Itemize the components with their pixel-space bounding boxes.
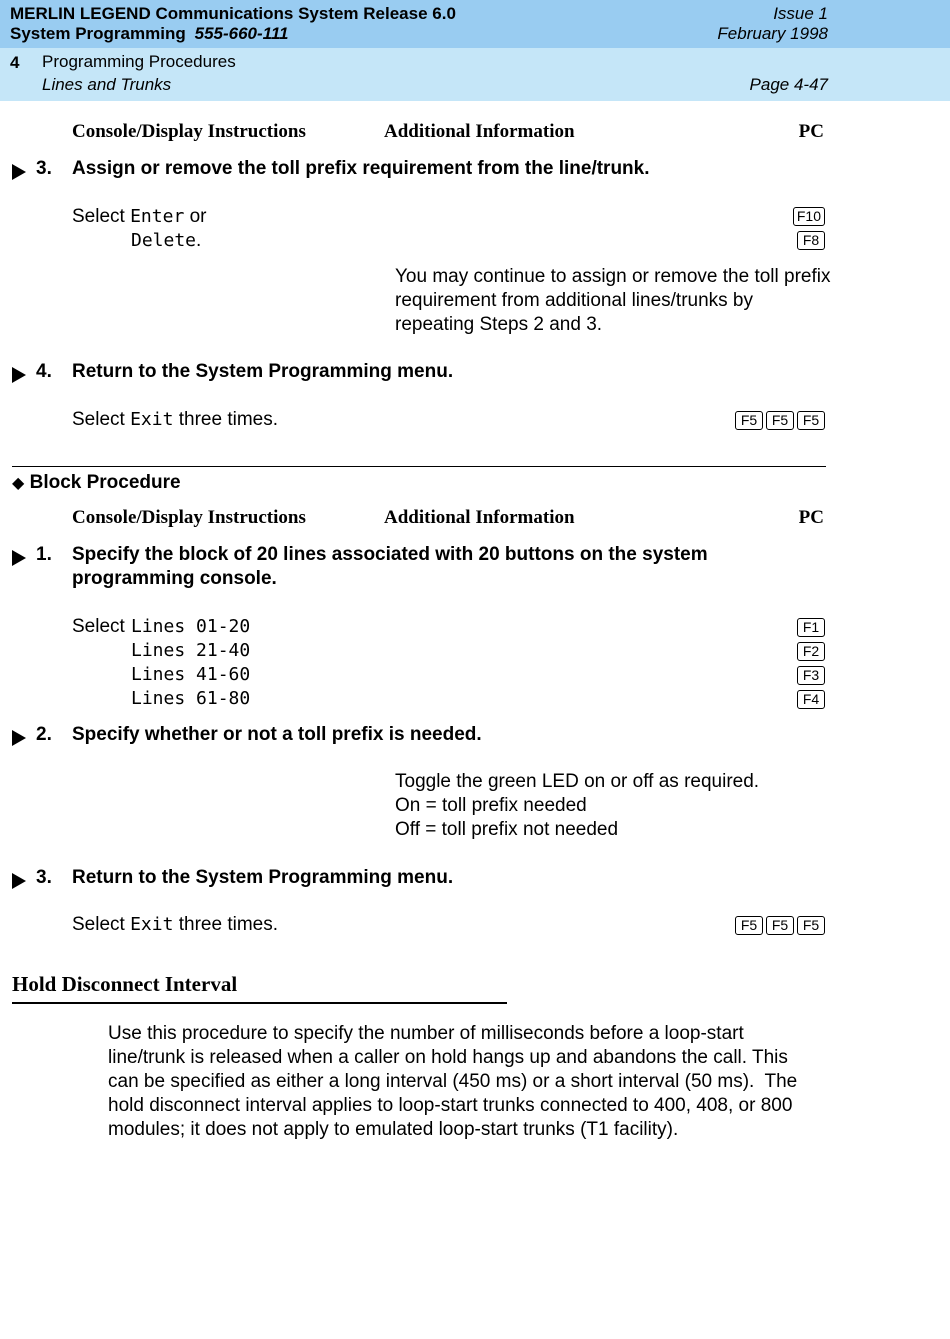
function-key: F5: [797, 411, 825, 430]
step-marker-icon: [12, 367, 26, 383]
col-info: Additional Information: [384, 121, 575, 142]
step-marker-icon: [12, 550, 26, 566]
option-lines-01-20: Lines 01-20: [131, 616, 251, 637]
col-info: Additional Information: [384, 507, 575, 528]
section-title: Lines and Trunks: [42, 75, 172, 94]
suffix-text: three times.: [178, 409, 278, 430]
key-group: [797, 618, 825, 637]
or-text: or: [189, 206, 207, 227]
select-label: Select: [72, 409, 125, 430]
step-number: 2.: [36, 724, 52, 745]
doc-date: February 1998: [717, 24, 828, 43]
select-line: [72, 408, 278, 432]
section-divider: [12, 466, 826, 467]
step-text: Return to the System Programming menu.: [72, 361, 454, 382]
info-note: Toggle the green LED on or off as required.: [395, 771, 760, 792]
key-group: [797, 690, 825, 709]
issue: Issue 1: [773, 4, 828, 23]
step-number: 3.: [36, 158, 52, 179]
select-line: [72, 913, 278, 937]
function-key: F5: [735, 411, 763, 430]
function-key: F10: [793, 207, 825, 226]
option-exit: Exit: [130, 914, 174, 935]
paragraph-line: can be specified as either a long interval (450 ms) or a short interval (50 ms). The: [108, 1071, 798, 1092]
option-lines-21-40: Lines 21-40: [131, 640, 251, 661]
step-number: 3.: [36, 867, 52, 888]
subsection-heading: [12, 471, 181, 496]
paragraph-line: hold disconnect interval applies to loop-start trunks connected to 400, 408, or 800: [108, 1095, 793, 1116]
step-text: Specify whether or not a toll prefix is needed.: [72, 724, 482, 745]
function-key: F5: [735, 916, 763, 935]
page-number: Page 4-47: [749, 75, 828, 94]
subtitle-text: System Programming: [10, 24, 186, 43]
select-line: [72, 205, 206, 229]
col-console: Console/Display Instructions: [72, 121, 306, 142]
doc-number: 555-660-111: [194, 24, 289, 43]
step-text: Assign or remove the toll prefix requirement from the line/trunk.: [72, 158, 650, 179]
col-console: Console/Display Instructions: [72, 507, 306, 528]
function-key: F8: [797, 231, 825, 250]
chapter-number: 4: [10, 53, 20, 72]
doc-title: MERLIN LEGEND Communications System Release 6.0: [10, 4, 456, 23]
doc-subtitle: [10, 24, 289, 44]
section-heading: Hold Disconnect Interval: [12, 972, 238, 996]
heading-rule: [12, 1002, 507, 1004]
select-label: Select: [72, 616, 125, 637]
step-marker-icon: [12, 730, 26, 746]
step-marker-icon: [12, 164, 26, 180]
function-key: F5: [797, 916, 825, 935]
paragraph-line: line/trunk is released when a caller on hold hangs up and abandons the call. This: [108, 1047, 788, 1068]
select-line-2: [131, 229, 201, 253]
key-group: [797, 231, 825, 250]
option-exit: Exit: [130, 409, 174, 430]
col-pc: PC: [798, 121, 824, 142]
paragraph-line: Use this procedure to specify the number of milliseconds before a loop-start: [108, 1023, 744, 1044]
step-text: Return to the System Programming menu.: [72, 867, 454, 888]
function-key: F3: [797, 666, 825, 685]
function-key: F2: [797, 642, 825, 661]
function-key: F5: [766, 916, 794, 935]
suffix-text: three times.: [178, 914, 278, 935]
select-label: Select: [72, 206, 125, 227]
key-group: [797, 642, 825, 661]
step-text: Specify the block of 20 lines associated with 20 buttons on the system: [72, 544, 708, 565]
paragraph-line: modules; it does not apply to emulated loop-start trunks (T1 facility).: [108, 1119, 679, 1140]
info-note: Off = toll prefix not needed: [395, 819, 619, 840]
function-key: F4: [797, 690, 825, 709]
select-label: Select: [72, 914, 125, 935]
option-enter: Enter: [130, 206, 185, 227]
option-lines-61-80: Lines 61-80: [131, 688, 251, 709]
info-note: You may continue to assign or remove the toll prefix requirement from additional lines/trunks by repeating Steps 2 and 3.: [395, 266, 831, 335]
diamond-icon: ◆: [12, 475, 25, 492]
key-group: [793, 207, 825, 226]
step-number: 1.: [36, 544, 52, 565]
step-number: 4.: [36, 361, 52, 382]
option-lines-41-60: Lines 41-60: [131, 664, 251, 685]
step-text: programming console.: [72, 568, 277, 589]
function-key: F5: [766, 411, 794, 430]
option-delete: Delete: [131, 230, 197, 251]
period-text: .: [196, 230, 202, 251]
info-note: On = toll prefix needed: [395, 795, 587, 816]
subsection-title: Block Procedure: [29, 472, 181, 493]
function-key: F1: [797, 618, 825, 637]
step-marker-icon: [12, 873, 26, 889]
key-group: [735, 411, 825, 430]
key-group: [797, 666, 825, 685]
key-group: [735, 916, 825, 935]
chapter-title: Programming Procedures: [42, 52, 236, 71]
col-pc: PC: [798, 507, 824, 528]
